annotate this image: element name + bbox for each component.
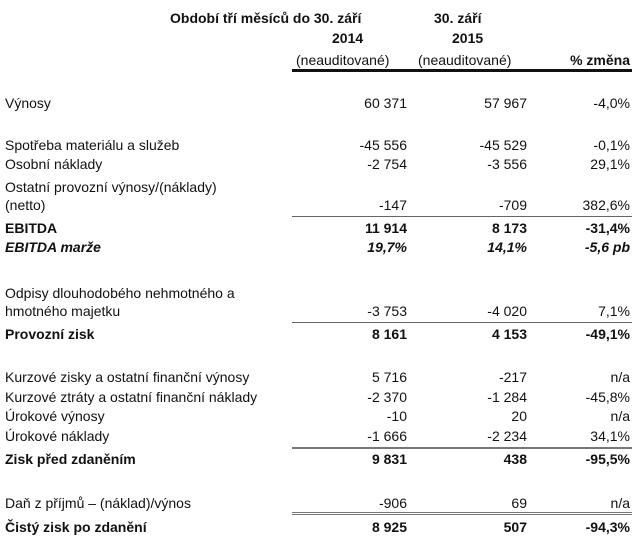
value-2015: 20 (511, 408, 527, 424)
value-2014: 5 716 (371, 369, 407, 385)
row-label: Odpisy dlouhodobého nehmotného a (5, 285, 235, 301)
row-label: Daň z příjmů – (náklad)/výnos (5, 495, 191, 511)
period-label: Období tří měsíců do 30. září (170, 10, 362, 26)
value-2015: -4 020 (487, 303, 527, 319)
rule (292, 512, 632, 515)
rule (292, 447, 632, 449)
row-label: Kurzové ztráty a ostatní finanční náklady (5, 389, 258, 405)
value-2015: 4 153 (491, 326, 527, 342)
header-rule (292, 69, 632, 72)
change: n/a (610, 369, 630, 385)
value-2015: 507 (503, 519, 527, 535)
change: -31,4% (585, 220, 630, 236)
row-label: EBITDA (5, 220, 58, 236)
col2-note: (neauditované) (418, 52, 512, 68)
col2-date: 30. září (434, 10, 482, 26)
value-2014: -1 666 (367, 428, 407, 444)
row-label: Čistý zisk po zdanění (5, 519, 147, 535)
row-label: Osobní náklady (5, 156, 103, 172)
change: -45,8% (585, 389, 630, 405)
value-2014: -2 754 (367, 156, 407, 172)
value-2015: 57 967 (484, 95, 527, 111)
value-2015: 69 (511, 495, 527, 511)
value-2014: -10 (386, 408, 407, 424)
row-label-cont: (netto) (5, 197, 46, 213)
rule (292, 322, 632, 323)
row-label: Kurzové zisky a ostatní finanční výnosy (5, 369, 250, 385)
value-2014: -906 (378, 495, 407, 511)
change: 34,1% (590, 428, 630, 444)
change: -5,6 pb (584, 239, 630, 255)
value-2015: -2 234 (487, 428, 527, 444)
change: -95,5% (585, 451, 630, 467)
row-label: Výnosy (5, 95, 51, 111)
value-2014: 8 925 (371, 519, 407, 535)
change: -49,1% (585, 326, 630, 342)
value-2015: 8 173 (491, 220, 527, 236)
row-label: Úrokové výnosy (5, 408, 105, 424)
row-label: Ostatní provozní výnosy/(náklady) (5, 179, 217, 195)
rule (292, 216, 632, 217)
row-label: Úrokové náklady (5, 428, 110, 444)
value-2015: -217 (498, 369, 527, 385)
change: -4,0% (593, 95, 630, 111)
row-label-cont: hmotného majetku (5, 303, 121, 319)
change: 29,1% (590, 156, 630, 172)
value-2014: -45 556 (359, 137, 407, 153)
value-2014: -147 (378, 197, 407, 213)
change: 382,6% (582, 197, 630, 213)
value-2015: 14,1% (487, 239, 527, 255)
change: -0,1% (593, 137, 630, 153)
row-label: EBITDA marže (5, 239, 101, 255)
value-2014: 11 914 (364, 220, 407, 236)
change: -94,3% (585, 519, 630, 535)
value-2015: -3 556 (487, 156, 527, 172)
col3-label: % změna (570, 52, 630, 68)
change: n/a (610, 495, 630, 511)
value-2014: 19,7% (367, 239, 407, 255)
value-2015: -709 (498, 197, 527, 213)
col1-year: 2014 (332, 30, 364, 46)
value-2014: -2 370 (367, 389, 407, 405)
change: n/a (610, 408, 630, 424)
col2-year: 2015 (452, 30, 484, 46)
value-2015: -45 529 (479, 137, 527, 153)
col1-note: (neauditované) (296, 52, 390, 68)
change: 7,1% (598, 303, 630, 319)
value-2014: -3 753 (367, 303, 407, 319)
row-label: Zisk před zdaněním (5, 451, 136, 467)
value-2014: 60 371 (364, 95, 407, 111)
value-2015: 438 (503, 451, 527, 467)
row-label: Provozní zisk (5, 326, 95, 342)
value-2014: 9 831 (371, 451, 407, 467)
value-2014: 8 161 (371, 326, 407, 342)
value-2015: -1 284 (487, 389, 527, 405)
row-label: Spotřeba materiálu a služeb (5, 137, 180, 153)
